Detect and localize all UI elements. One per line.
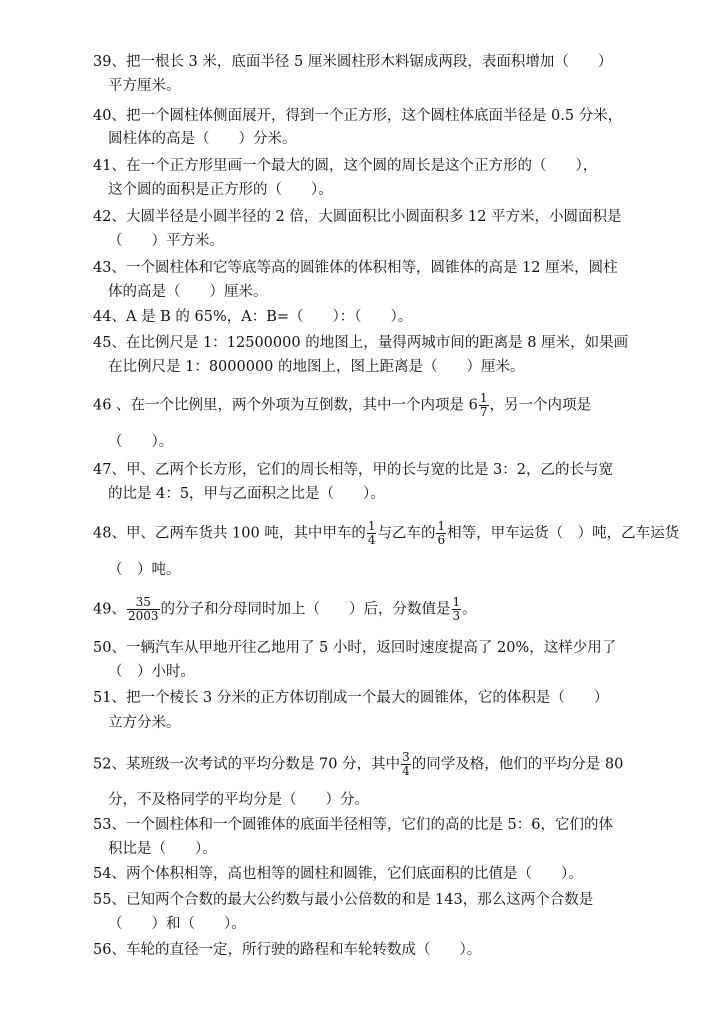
q43-line2: 体的高是（ ）厘米。 — [108, 284, 268, 300]
q50-line2: （ ）小时。 — [108, 664, 195, 680]
q52-text-a: 52、某班级一次考试的平均分数是 70 分，其中 — [93, 756, 401, 773]
q49-fraction-2 — [452, 596, 462, 623]
q56-line: 56、车轮的直径一定，所行驶的路程和车轮转数成（ ）。 — [93, 942, 482, 958]
q55-line2: （ ）和（ ）。 — [108, 916, 246, 932]
q42-line1: 42、大圆半径是小圆半径的 2 倍，大圆面积比小圆面积多 12 平方米，小圆面积是 — [93, 209, 622, 225]
q48-fraction-1-numerator: 1 — [367, 519, 376, 533]
q50-line1: 50、一辆汽车从甲地开往乙地用了 5 小时，返回时速度提高了 20%，这样少用了 — [93, 640, 617, 656]
q48-fraction-1-denominator: 4 — [367, 533, 376, 547]
q45-line2: 在比例尺是 1：8000000 的地图上，图上距离是（ ）厘米。 — [108, 359, 525, 375]
q39-line2: 平方厘米。 — [108, 78, 181, 94]
q51-line1: 51、把一个棱长 3 分米的正方体切削成一个最大的圆锥体，它的体积是（ ） — [93, 690, 609, 706]
q48-fraction-2 — [436, 520, 446, 547]
q46-line2: （ ）。 — [108, 434, 174, 450]
q41-line2: 这个圆的面积是正方形的（ ）。 — [108, 182, 333, 198]
q49-fraction-2-numerator: 1 — [452, 595, 461, 609]
q40-line1: 40、把一个圆柱体侧面展开，得到一个正方形，这个圆柱体底面半径是 0.5 分米， — [93, 108, 623, 124]
q47-line1: 47、甲、乙两个长方形，它们的周长相等，甲的长与宽的比是 3：2，乙的长与宽 — [93, 462, 614, 478]
q47-line2: 的比是 4：5，甲与乙面积之比是（ ）。 — [108, 486, 385, 502]
q42-line2: （ ）平方米。 — [108, 233, 224, 249]
q51-line2: 立方分米。 — [108, 715, 181, 731]
q46-text-a: 46 、在一个比例里，两个外项为互倒数，其中一个内项是 6 — [93, 397, 478, 414]
q48-fraction-2-numerator: 1 — [437, 519, 446, 533]
q44-line: 44、A 是 B 的 65%，A：B=（ ）：（ ）。 — [93, 309, 413, 325]
q46-fraction-denominator: 7 — [479, 405, 488, 419]
q43-line1: 43、一个圆柱体和它等底等高的圆锥体的体积相等，圆锥体的高是 12 厘米，圆柱 — [93, 260, 618, 276]
q53-line2: 积比是（ ）。 — [108, 841, 217, 857]
q46-fraction — [479, 392, 489, 419]
q52-text-b: 的同学及格，他们的平均分是 80 — [411, 756, 624, 773]
q48-fraction-1 — [367, 520, 377, 547]
q52-line1 — [93, 751, 623, 778]
q48-text-c: 相等，甲车运货（ ）吨，乙车运货 — [447, 525, 680, 542]
q40-line2: 圆柱体的高是（ ）分米。 — [108, 131, 297, 147]
q52-fraction — [401, 751, 411, 778]
q49-text-a: 的分子和分母同时加上（ ）后，分数值是 — [160, 601, 451, 618]
q54-line: 54、两个体积相等，高也相等的圆柱和圆锥，它们底面积的比值是（ ）。 — [93, 866, 583, 882]
q49-text-b: 。 — [462, 601, 477, 618]
q52-line2: 分，不及格同学的平均分是（ ）分。 — [108, 792, 369, 808]
q48-fraction-2-denominator: 6 — [437, 533, 446, 547]
q53-line1: 53、一个圆柱体和一个圆锥体的底面半径相等，它们的高的比是 5：6，它们的体 — [93, 817, 614, 833]
q49-fraction-2-denominator: 3 — [452, 609, 461, 623]
q48-line1 — [93, 520, 679, 547]
q46-fraction-numerator: 1 — [479, 391, 488, 405]
q48-line2: （ ）吨。 — [108, 562, 181, 578]
q52-fraction-numerator: 3 — [402, 750, 410, 764]
q49-fraction — [127, 596, 160, 623]
q49-line — [93, 596, 477, 623]
q52-fraction-denominator: 4 — [402, 764, 410, 778]
q46-text-b: ，另一个内项是 — [489, 397, 592, 414]
q46-line1 — [93, 392, 591, 419]
q45-line1: 45、在比例尺是 1：12500000 的地图上，量得两城市间的距离是 8 厘米，如果画 — [93, 335, 629, 351]
q39-line1: 39、把一根长 3 米，底面半径 5 厘米圆柱形木料锯成两段，表面积增加（ ） — [93, 54, 613, 70]
q48-text-a: 48、甲、乙两车货共 100 吨，其中甲车的 — [93, 525, 366, 542]
q49-fraction-numerator: 35 — [127, 596, 160, 610]
q41-line1: 41、在一个正方形里画一个最大的圆，这个圆的周长是这个正方形的（ ）， — [93, 158, 598, 174]
q49-fraction-denominator: 2003 — [127, 609, 159, 623]
q49-number: 49、 — [93, 601, 126, 618]
q55-line1: 55、已知两个合数的最大公约数与最小公倍数的和是 143，那么这两个合数是 — [93, 892, 594, 908]
q48-text-b: 与乙车的 — [377, 525, 436, 542]
